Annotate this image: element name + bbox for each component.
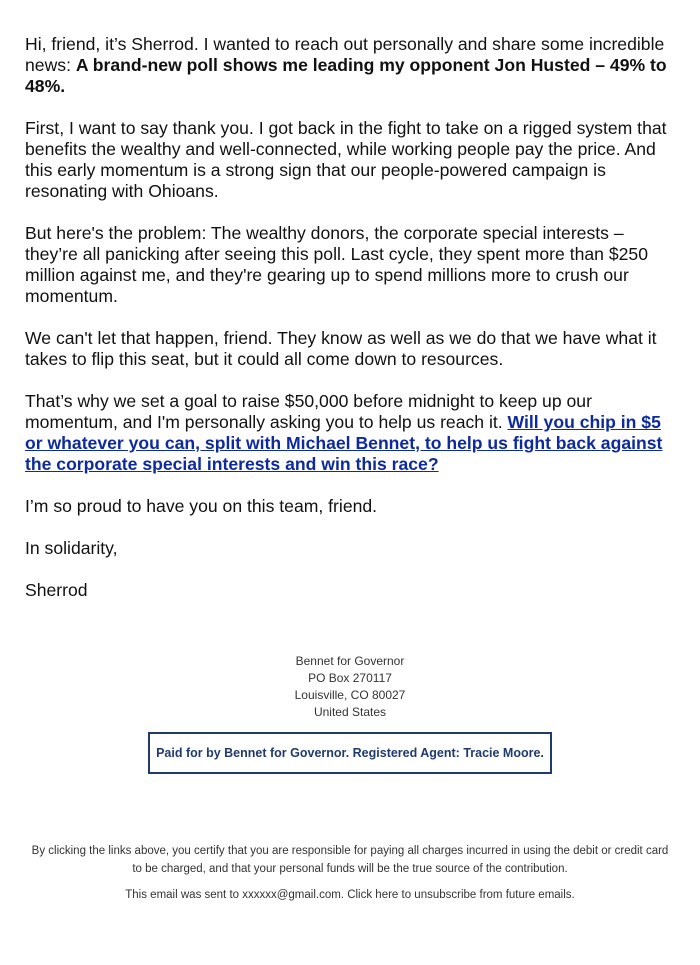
paragraph-thanks: First, I want to say thank you. I got back in the fight to take on a rigged system that benefits the wealthy and well-connected, while working people pay the price. And this early momentum is a strong sign that our people-powered campaign is resonating with Ohioans. [25, 118, 667, 201]
unsubscribe-notice[interactable]: This email was sent to xxxxxx@gmail.com. Click here to unsubscribe from future emails. [125, 889, 575, 901]
email-body [25, 34, 680, 622]
poll-headline: A brand-new poll shows me leading my opponent Jon Husted – 49% to 48%. [25, 55, 667, 96]
paragraph-proud: I’m so proud to have you on this team, friend. [25, 496, 378, 516]
paragraph-ask [25, 391, 680, 475]
contribution-disclaimer: By clicking the links above, you certify that you are responsible for paying all charges incurred in using the debit or credit card to be charged, and that your personal funds will be the true source of the contribution. [31, 845, 669, 875]
closing: In solidarity, [25, 538, 118, 558]
paragraph-problem: But here's the problem: The wealthy donors, the corporate special interests – they’re all panicking after seeing this poll. Last cycle, they spent more than $250 million against me, and they're gearing up to spend millions more to crush our momentum. [25, 223, 648, 306]
signature: Sherrod [25, 580, 88, 600]
footer-address [0, 653, 700, 721]
address-line-1: PO Box 270117 [308, 671, 392, 685]
ask-text: That’s why we set a goal to raise $50,000 before midnight to keep up our momentum, and I'm personally asking you to help us reach it. [25, 391, 592, 432]
paid-for-text: Paid for by Bennet for Governor. Registered Agent: Tracie Moore. [156, 746, 544, 760]
intro-text: Hi, friend, it’s Sherrod. I wanted to reach out personally and share some incredible news: [25, 34, 665, 75]
paragraph-intro [25, 34, 680, 97]
paragraph-resources: We can't let that happen, friend. They know as well as we do that we have what it takes to flip this seat, but it could all come down to resources. [25, 328, 657, 369]
paid-for-disclaimer-box [148, 732, 552, 774]
address-line-2: Louisville, CO 80027 [294, 688, 406, 702]
donate-link[interactable]: Will you chip in $5 or whatever you can, split with Michael Bennet, to help us fight back against the corporate special interests and win this race? [25, 412, 663, 474]
address-country: United States [313, 705, 387, 719]
org-name: Bennet for Governor [295, 654, 405, 668]
